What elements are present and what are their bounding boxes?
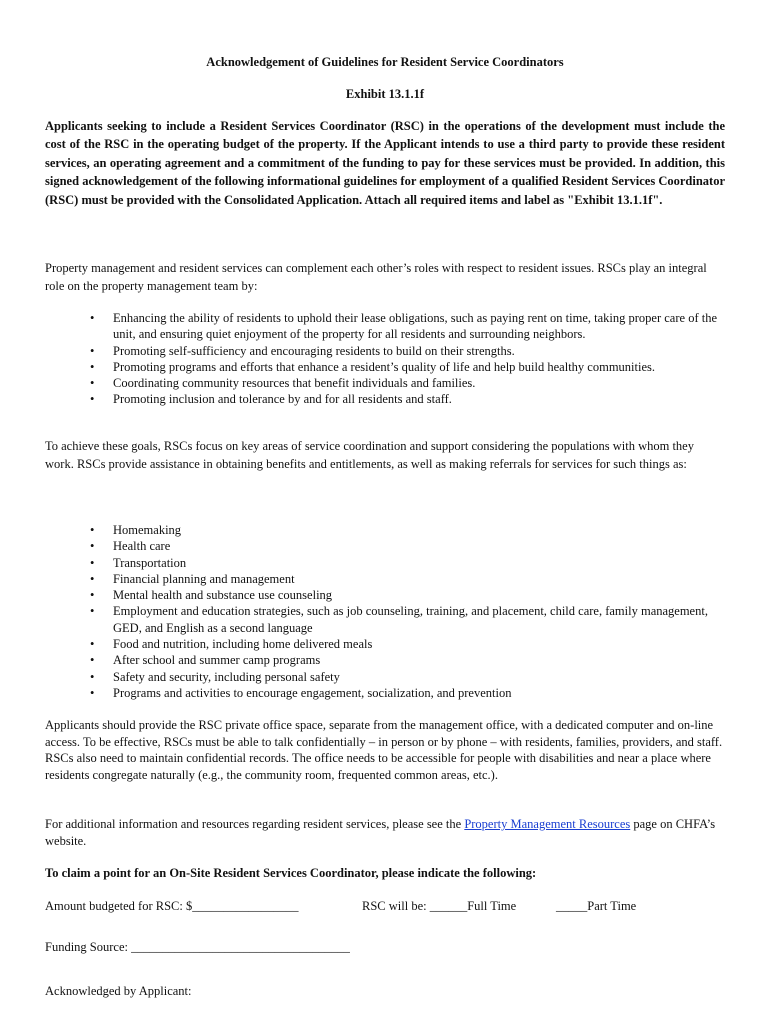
list-item: • Promoting self-sufficiency and encouraging residents to build on their strengths. bbox=[90, 343, 515, 358]
list-item: • Mental health and substance use counseling bbox=[90, 588, 333, 603]
property-management-resources-link[interactable]: Property Management Resources bbox=[464, 817, 631, 831]
document-title: Acknowledgement of Guidelines for Resident Service Coordinators bbox=[206, 55, 564, 69]
funding-source-field[interactable]: Funding Source: ___________________________________ bbox=[45, 940, 350, 954]
roles-intro-paragraph: Property management and resident services can complement each other’s roles with respect to resident issues. RSCs play an integral role on the property management team by: bbox=[45, 261, 707, 294]
services-intro-paragraph: To achieve these goals, RSCs focus on key areas of service coordination and support considering the populations with whom they work. RSCs provide assistance in obtaining benefits and entitlements, as well as making referrals for services for such things as: bbox=[45, 439, 694, 472]
list-item: • Programs and activities to encourage engagement, socialization, and prevention bbox=[90, 685, 512, 700]
list-item: • Promoting inclusion and tolerance by and for all residents and staff. bbox=[90, 392, 452, 407]
office-space-paragraph: Applicants should provide the RSC private office space, separate from the management office, with a dedicated computer and on-line access. To be effective, RSCs must be able to talk confidentially – in person or by phone – with residents, families, providers, and staff. RSCs also need to maintain confidential records. The office needs to be accessible for people with disabilities and near a place where residents congregate naturally (e.g., the community room, frequented common areas, etc.). bbox=[45, 718, 723, 782]
part-time-field[interactable]: _____Part Time bbox=[556, 899, 637, 913]
resources-paragraph: For additional information and resources regarding resident services, please see the Property Management Resources page on CHFA’s website. bbox=[45, 817, 716, 848]
services-list bbox=[0, 522, 725, 701]
acknowledged-by-label: Acknowledged by Applicant: bbox=[45, 984, 192, 998]
list-item: • Promoting programs and efforts that enhance a resident’s quality of life and help build healthy communities. bbox=[90, 359, 655, 374]
list-item: • Food and nutrition, including home delivered meals bbox=[90, 637, 373, 652]
list-item: • After school and summer camp programs bbox=[90, 653, 321, 668]
list-item: • Homemaking bbox=[90, 523, 182, 537]
exhibit-label: Exhibit 13.1.1f bbox=[345, 87, 425, 101]
list-item: • Financial planning and management bbox=[90, 571, 295, 586]
list-item: • Transportation bbox=[90, 555, 187, 570]
list-item: • Enhancing the ability of residents to uphold their lease obligations, such as paying rent on time, taking proper care of the unit, and ensuring quiet enjoyment of the property for all residents and surrounding neighbors. bbox=[90, 311, 718, 342]
full-time-field[interactable]: RSC will be: ______Full Time bbox=[362, 899, 517, 913]
list-item: • Coordinating community resources that benefit individuals and families. bbox=[90, 376, 476, 391]
list-item: • Safety and security, including personal safety bbox=[90, 669, 340, 684]
intro-paragraph: Applicants seeking to include a Resident Services Coordinator (RSC) in the operations of the development must include the cost of the RSC in the operating budget of the property. If the Applicant intends to use a third party to provide these resident services, an operating agreement and a commitment of the funding to pay for these services must be provided. In addition, this signed acknowledgement of the following informational guidelines for employment of a qualified Resident Services Coordinator (RSC) must be provided with the Consolidated Application. Attach all required items and label as "Exhibit 13.1.1f". bbox=[45, 119, 725, 207]
roles-list bbox=[0, 310, 725, 408]
list-item: • Employment and education strategies, such as job counseling, training, and placement, child care, family management, GED, and English as a second language bbox=[90, 604, 708, 635]
list-item: • Health care bbox=[90, 539, 171, 554]
claim-heading: To claim a point for an On-Site Resident Services Coordinator, please indicate the following: bbox=[45, 866, 537, 880]
amount-budgeted-field[interactable]: Amount budgeted for RSC: $_________________ bbox=[45, 899, 299, 913]
